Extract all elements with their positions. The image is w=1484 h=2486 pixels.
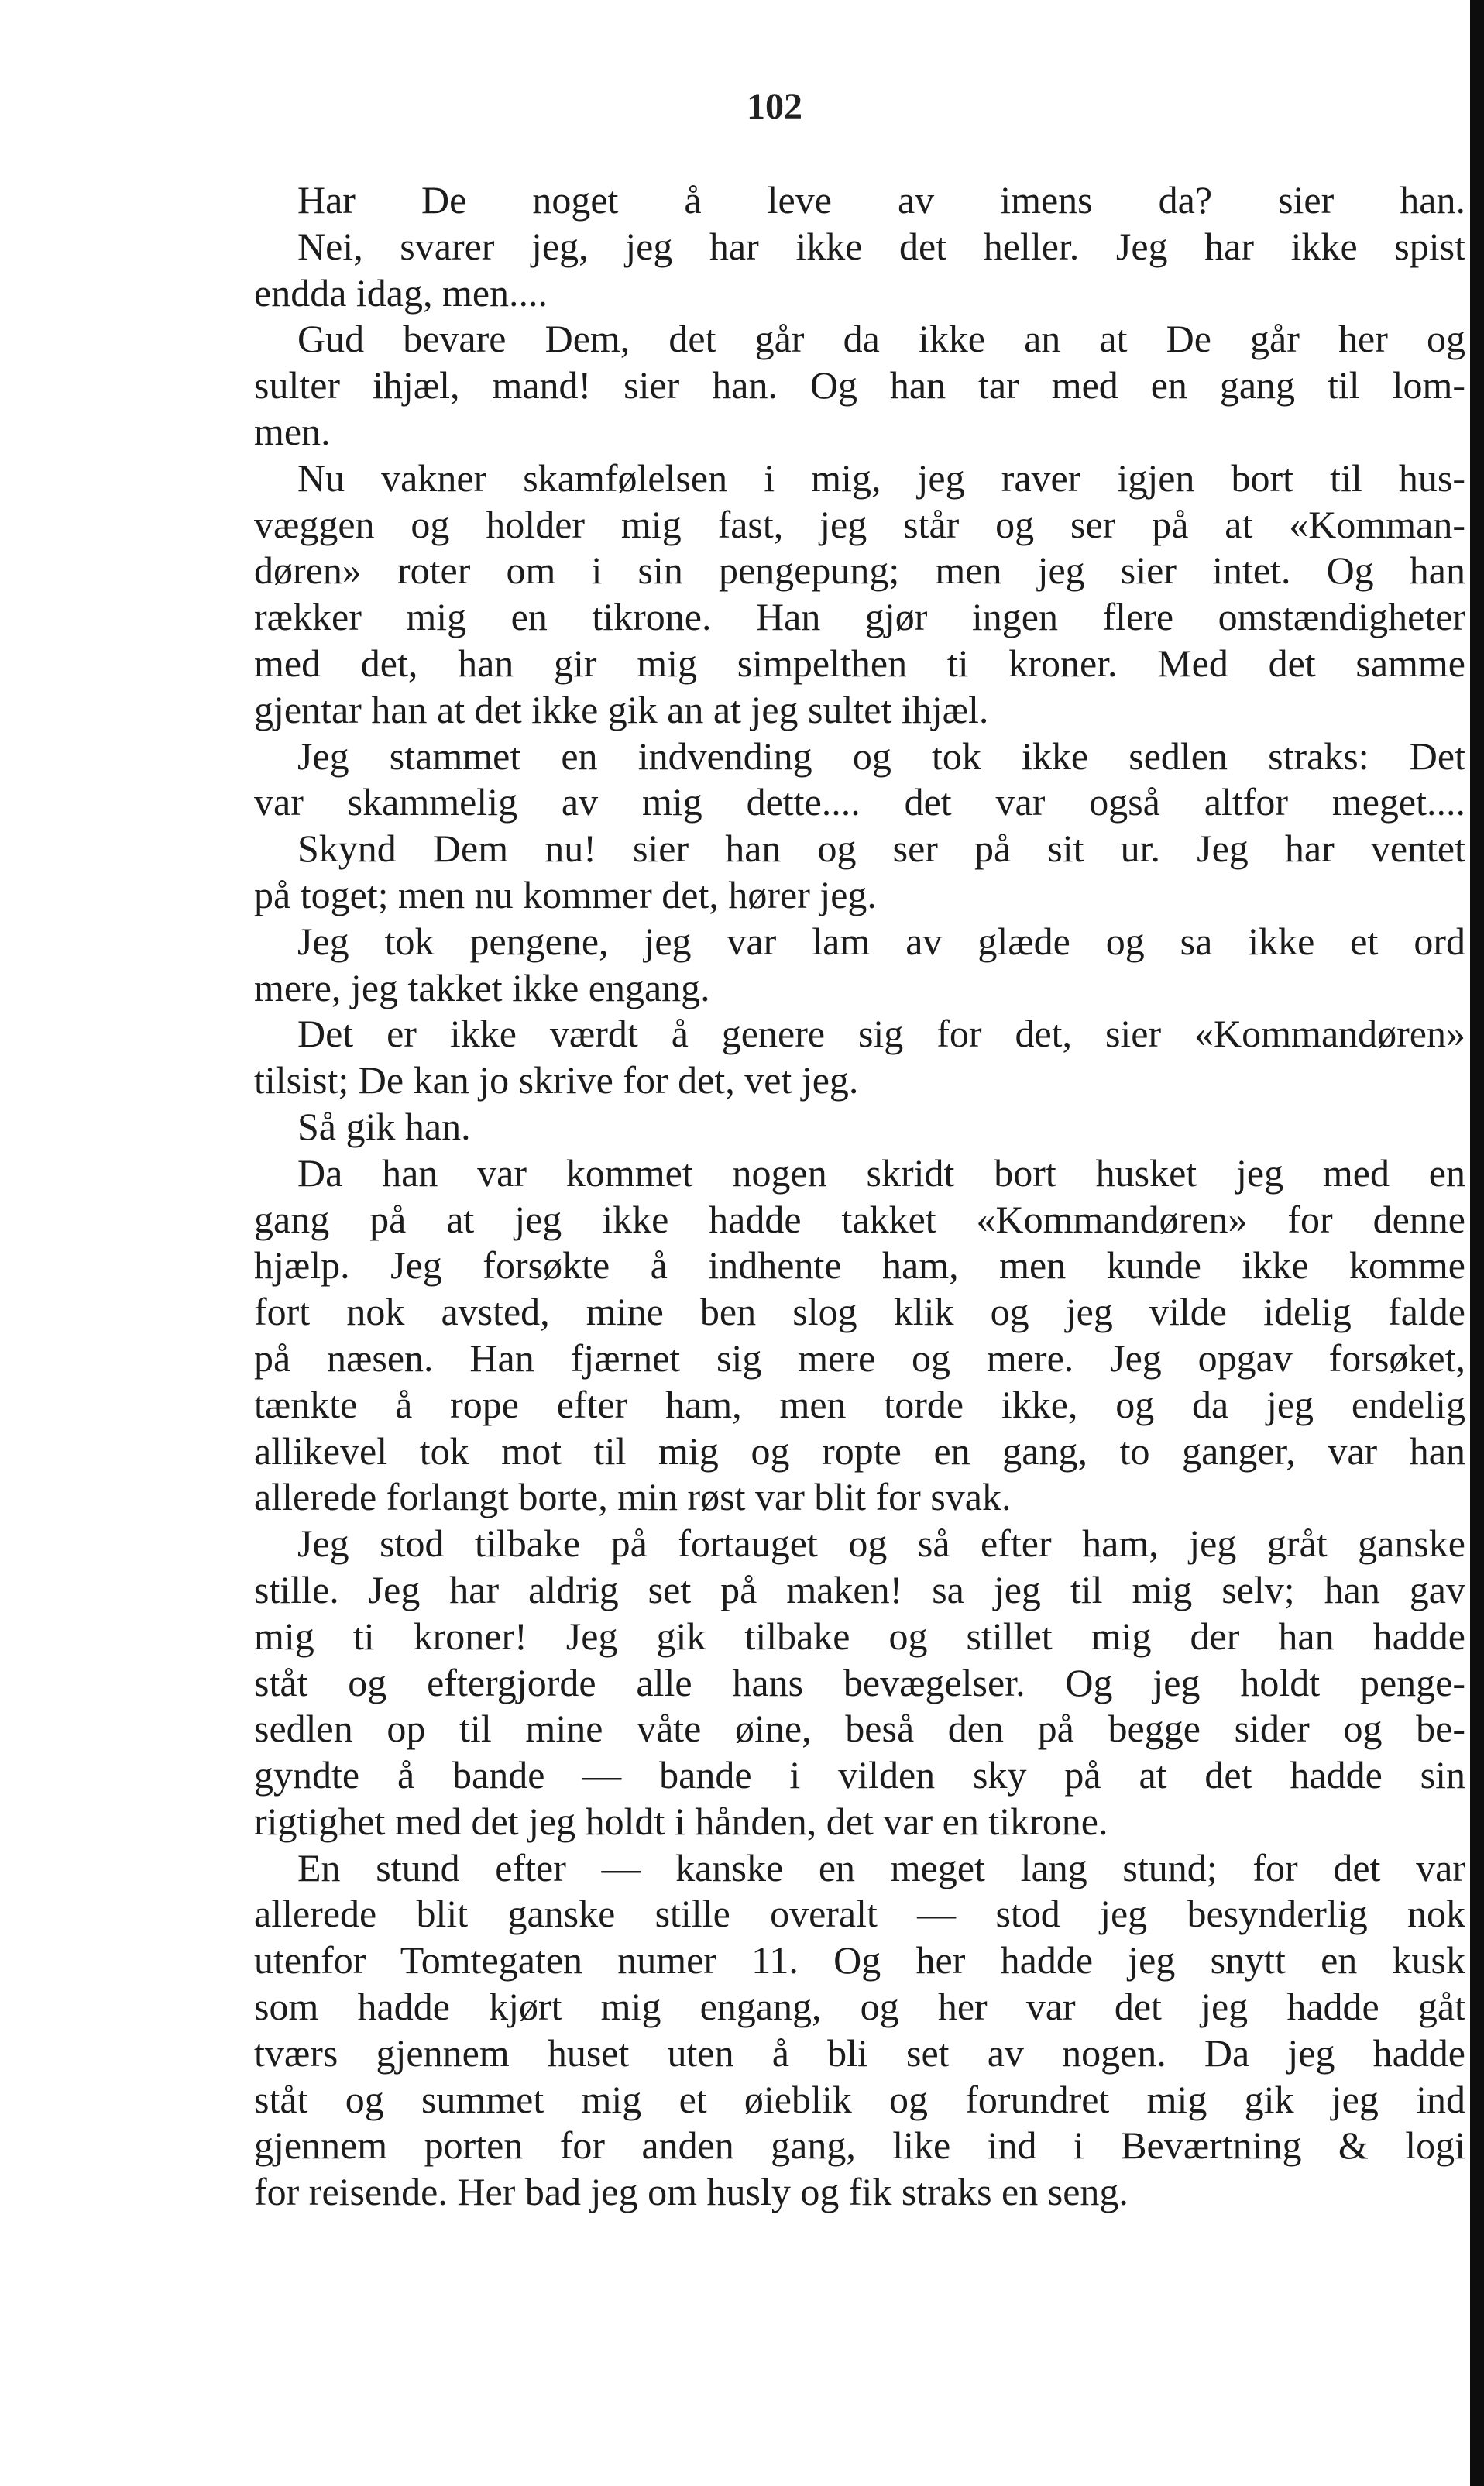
text-line: sulter ihjæl, mand! sier han. Og han tar med en gang til lom- <box>254 363 1465 407</box>
text-line: Da han var kommet nogen skridt bort husket jeg med en <box>297 1150 1465 1195</box>
text-line: hjælp. Jeg forsøkte å indhente ham, men kunde ikke komme <box>254 1243 1465 1288</box>
text-line: gjentar han at det ikke gik an at jeg sultet ihjæl. <box>254 687 989 731</box>
text-line: allikevel tok mot til mig og ropte en gang, to ganger, var han <box>254 1429 1465 1473</box>
text-line: Har De noget å leve av imens da? sier han. <box>297 178 1465 222</box>
text-line: gjennem porten for anden gang, like ind i Beværtning & logi <box>254 2123 1465 2168</box>
text-line: tilsist; De kan jo skrive for det, vet jeg. <box>254 1058 859 1102</box>
text-line: mere, jeg takket ikke engang. <box>254 965 710 1009</box>
text-line: Så gik han. <box>297 1104 471 1148</box>
text-line: tværs gjennem huset uten å bli set av nogen. Da jeg hadde <box>254 2030 1465 2075</box>
text-line: som hadde kjørt mig engang, og her var det jeg hadde gåt <box>254 1985 1465 2029</box>
text-line: Jeg stod tilbake på fortauget og så efter ham, jeg gråt ganske <box>297 1522 1465 1566</box>
text-line: Nei, svarer jeg, jeg har ikke det heller. Jeg har ikke spist <box>297 224 1465 268</box>
text-line: Skynd Dem nu! sier han og ser på sit ur. Jeg har ventet <box>297 827 1465 871</box>
text-line: gyndte å bande — bande i vilden sky på at det hadde sin <box>254 1753 1465 1797</box>
text-line: men. <box>254 409 331 453</box>
text-line: Gud bevare Dem, det går da ikke an at De går her og <box>297 317 1465 361</box>
text-line: på næsen. Han fjærnet sig mere og mere. Jeg opgav forsøket, <box>254 1336 1465 1380</box>
text-line: Jeg stammet en indvending og tok ikke sedlen straks: Det <box>297 734 1465 778</box>
text-line: med det, han gir mig simpelthen ti kroner. Med det samme <box>254 641 1465 685</box>
text-line: allerede blit ganske stille overalt — stod jeg besynderlig nok <box>254 1892 1465 1936</box>
text-line: utenfor Tomtegaten numer 11. Og her hadde jeg snytt en kusk <box>254 1938 1465 1982</box>
text-line: rigtighet med det jeg holdt i hånden, det var en tikrone. <box>254 1799 1108 1843</box>
text-line: fort nok avsted, mine ben slog klik og jeg vilde idelig falde <box>254 1290 1465 1334</box>
text-line: på toget; men nu kommer det, hører jeg. <box>254 872 877 916</box>
text-line: endda idag, men.... <box>254 270 548 315</box>
text-line: Jeg tok pengene, jeg var lam av glæde og sa ikke et ord <box>297 919 1465 963</box>
text-line: tænkte å rope efter ham, men torde ikke, og da jeg endelig <box>254 1382 1465 1426</box>
text-line: Det er ikke værdt å genere sig for det, sier «Kommandøren» <box>297 1012 1465 1056</box>
text-line: rækker mig en tikrone. Han gjør ingen flere omstændigheter <box>254 595 1465 639</box>
text-line: døren» roter om i sin pengepung; men jeg sier intet. Og han <box>254 548 1465 593</box>
text-line: ståt og eftergjorde alle hans bevægelser. Og jeg holdt penge- <box>254 1660 1465 1704</box>
page-number: 102 <box>747 86 802 127</box>
text-line: En stund efter — kanske en meget lang stund; for det var <box>297 1845 1465 1889</box>
text-line: stille. Jeg har aldrig set på maken! sa jeg til mig selv; han gav <box>254 1567 1465 1611</box>
text-line: mig ti kroner! Jeg gik tilbake og stillet mig der han hadde <box>254 1614 1465 1658</box>
text-line: gang på at jeg ikke hadde takket «Kommandøren» for denne <box>254 1197 1465 1241</box>
text-line: Nu vakner skamfølelsen i mig, jeg raver igjen bort til hus- <box>297 456 1465 500</box>
text-line: sedlen op til mine våte øine, beså den på begge sider og be- <box>254 1707 1465 1751</box>
body-text <box>254 177 1465 2216</box>
text-line: væggen og holder mig fast, jeg står og ser på at «Komman- <box>254 502 1465 546</box>
page-edge-rule <box>1470 0 1484 2486</box>
text-line: ståt og summet mig et øieblik og forundret mig gik jeg ind <box>254 2077 1465 2121</box>
text-line: allerede forlangt borte, min røst var blit for svak. <box>254 1475 1012 1519</box>
text-line: var skammelig av mig dette.... det var også altfor meget.... <box>254 780 1465 824</box>
text-line: for reisende. Her bad jeg om husly og fik straks en seng. <box>254 2170 1128 2214</box>
